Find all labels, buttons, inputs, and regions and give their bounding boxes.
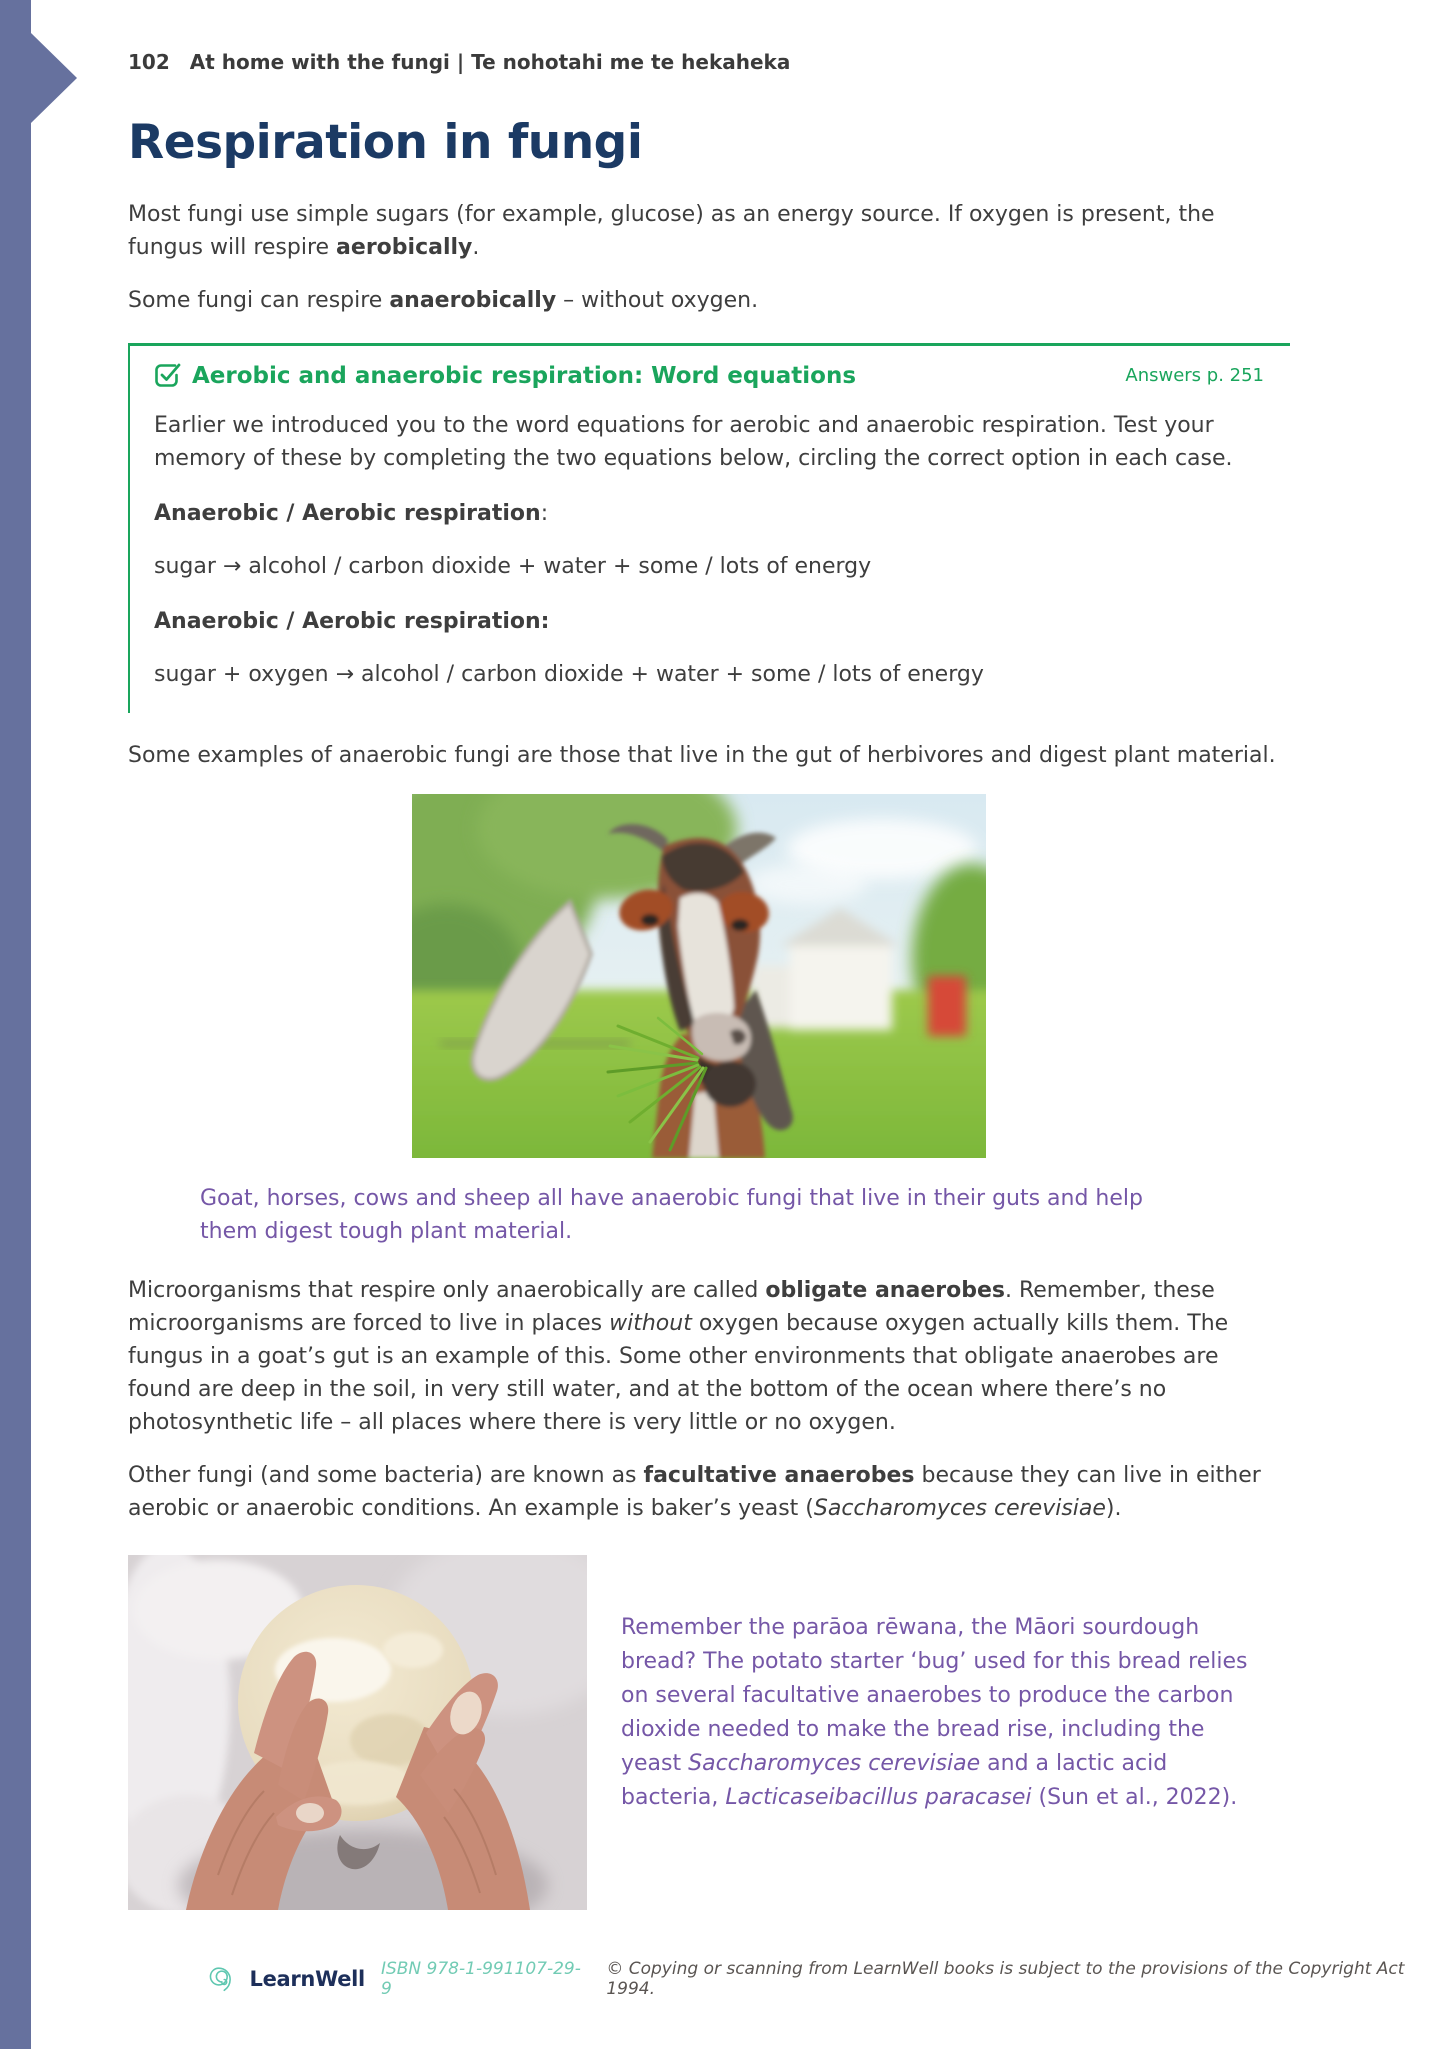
bread-section	[128, 1555, 1290, 1910]
intro-paragraph-2: Some fungi can respire anaerobically – without oxygen.	[128, 288, 759, 313]
page-number: 102	[128, 50, 170, 74]
bread-caption: Remember the parāoa rēwana, the Māori sourdough bread? The potato starter ‘bug’ used for this bread relies on several facultative anaerobes to produce the carbon dioxide needed to make the bread rise, including the yeast Saccharomyces cerevisiae and a lactic acid bacteria, Lacticaseibacillus paracasei (Sun et al., 2022).	[621, 1615, 1248, 1810]
running-header	[128, 0, 1290, 74]
isbn-text: ISBN 978-1-991107-29-9	[380, 1959, 581, 1999]
equation-1-label: Anaerobic / Aerobic respiration:	[154, 501, 549, 526]
facultative-paragraph: Other fungi (and some bacteria) are known as facultative anaerobes because they can live in either aerobic or anaerobic conditions. An example is baker’s yeast (Saccharomyces cerevisiae).	[128, 1463, 1261, 1521]
section-heading: Respiration in fungi	[128, 115, 643, 170]
intro-paragraph-1: Most fungi use simple sugars (for example, glucose) as an energy source. If oxygen is present, the fungus will respire aerobically.	[128, 202, 1215, 260]
checkbox-check-icon	[154, 362, 181, 389]
chapter-title: At home with the fungi | Te nohotahi me te hekaheka	[189, 50, 791, 74]
learnwell-brand: LearnWell	[249, 1967, 365, 1991]
activity-instructions: Earlier we introduced you to the word equations for aerobic and anaerobic respiration. Test your memory of these by completing the two equations below, circling the correct option in each case.	[154, 413, 1233, 471]
activity-title: Aerobic and anaerobic respiration: Word equations	[192, 362, 857, 389]
obligate-paragraph: Microorganisms that respire only anaerobically are called obligate anaerobes. Remember, these microorganisms are forced to live in places without oxygen because oxygen actually kills them. The fungus in a goat’s gut is an example of this. Some other environments that obligate anaerobes are found are deep in the soil, in very still water, and at the bottom of the ocean where there’s no photosynthetic life – all places where there is very little or no oxygen.	[128, 1278, 1229, 1435]
page-footer	[208, 1959, 1445, 1999]
bread-dough-photo	[128, 1555, 587, 1910]
activity-box	[128, 343, 1290, 713]
equation-2: sugar + oxygen → alcohol / carbon dioxide + water + some / lots of energy	[154, 662, 984, 687]
examples-paragraph: Some examples of anaerobic fungi are those that live in the gut of herbivores and digest plant material.	[128, 743, 1276, 768]
goat-caption: Goat, horses, cows and sheep all have anaerobic fungi that live in their guts and help them digest tough plant material.	[200, 1186, 1143, 1244]
copyright-text: © Copying or scanning from LearnWell books is subject to the provisions of the Copyright Act 1994.	[606, 1959, 1405, 1999]
activity-box-header	[154, 362, 1264, 389]
equation-1: sugar → alcohol / carbon dioxide + water + some / lots of energy	[154, 554, 872, 579]
answers-page-ref: Answers p. 251	[1125, 365, 1264, 386]
equation-2-label: Anaerobic / Aerobic respiration:	[154, 609, 550, 634]
goat-photo	[412, 794, 986, 1158]
learnwell-spiral-logo-icon	[208, 1963, 239, 1995]
